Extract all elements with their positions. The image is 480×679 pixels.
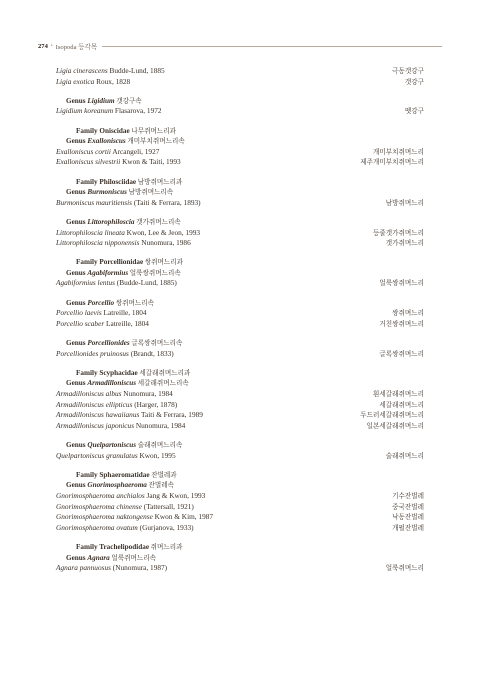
rank-label: Family xyxy=(76,470,100,479)
species-entry xyxy=(56,523,194,534)
species-korean-name: 일본세갈래쥐며느리 xyxy=(366,422,424,430)
species-row xyxy=(56,66,424,77)
species-korean-name: 개미부치쥐며느리 xyxy=(373,148,424,156)
taxon-name: Porcellio xyxy=(87,298,115,307)
taxon-name: Ligidium xyxy=(87,96,115,105)
species-korean-name: 중국잔벌레 xyxy=(392,503,424,511)
species-row xyxy=(56,238,424,249)
korean-name: 얼룩쥐며느리속 xyxy=(109,554,156,562)
korean-name: 남방쥐며느리속 xyxy=(126,189,174,197)
korean-name: 얼룩쌍쥐며느리속 xyxy=(128,269,181,277)
rank-label: Genus xyxy=(66,379,88,388)
species-korean-name: 뗏강구 xyxy=(404,108,424,116)
family-heading xyxy=(56,470,424,481)
korean-name: 나무쥐며느리과 xyxy=(129,127,176,135)
species-row xyxy=(56,147,424,158)
korean-name: 잔벌레과 xyxy=(149,471,177,479)
genus-heading xyxy=(56,298,424,309)
species-name: Armadilloniscus hawaiianus xyxy=(56,410,140,420)
genus-heading xyxy=(56,268,424,279)
species-row xyxy=(56,410,424,421)
species-row xyxy=(56,451,424,462)
species-authority: Kwon & Kim, 1987 xyxy=(152,512,214,522)
species-authority: (Nunomura, 1987) xyxy=(110,563,168,573)
genus-heading xyxy=(56,136,424,147)
rank-label: Family xyxy=(76,542,100,551)
taxon-name: Exalloniscus xyxy=(87,137,126,146)
korean-name: 남방쥐며느리과 xyxy=(136,178,183,186)
species-name: Burmoniscus mauritiensis xyxy=(56,197,133,207)
rank-label: Genus xyxy=(66,298,88,307)
species-authority: Arcangeli, 1927 xyxy=(110,146,160,156)
genus-heading xyxy=(56,440,424,451)
family-heading xyxy=(56,126,424,137)
genus-heading xyxy=(56,187,424,198)
species-row xyxy=(56,491,424,502)
species-name: Porcellio laevis xyxy=(56,308,102,318)
species-entry xyxy=(56,502,194,513)
rank-label: Genus xyxy=(66,440,88,449)
species-korean-name: 등줄갯가쥐며느리 xyxy=(373,229,424,237)
taxon-name: Sphaeromatidae xyxy=(99,470,150,479)
korean-name: 글록쌍쥐며느리속 xyxy=(129,340,183,348)
species-entry xyxy=(56,512,213,523)
species-name: Armadilloniscus japonicus xyxy=(56,420,135,430)
family-heading xyxy=(56,542,424,553)
rank-label: Family xyxy=(76,258,100,267)
species-name: Exalloniscus cortii xyxy=(56,146,111,156)
taxon-name: Littorophiloscia xyxy=(87,217,135,226)
korean-name: 잔벌레속 xyxy=(146,482,175,490)
korean-name: 쥐며느리과 xyxy=(149,543,183,551)
species-row xyxy=(56,502,424,513)
rank-label: Family xyxy=(76,368,100,377)
species-row xyxy=(56,228,424,239)
species-entry xyxy=(56,66,165,77)
species-korean-name: 개펄잔벌레 xyxy=(392,524,424,532)
species-korean-name: 극동갯강구 xyxy=(392,68,424,75)
family-heading xyxy=(56,177,424,188)
species-korean-name: 술래쥐며느리 xyxy=(385,452,424,460)
taxon-name: Burmoniscus xyxy=(87,188,127,197)
taxon-name: Trachelipodidae xyxy=(99,542,150,551)
species-authority: Nunomura, 1984 xyxy=(121,389,173,398)
taxon-block xyxy=(56,96,424,117)
rank-label: Genus xyxy=(66,339,88,348)
page-header xyxy=(38,39,442,53)
species-name: Gnorimosphaeroma chinense xyxy=(56,501,142,511)
species-korean-name: 제주개미부치쥐며느리 xyxy=(360,159,424,167)
species-korean-name: 얼룩쌍쥐며느리 xyxy=(379,280,424,288)
taxon-block xyxy=(56,470,424,534)
species-authority: (Brandt, 1833) xyxy=(128,348,174,358)
species-row xyxy=(56,278,424,289)
species-name: Agabiformius lentus xyxy=(56,278,115,288)
species-row xyxy=(56,563,424,574)
species-authority: (Gurjanova, 1933) xyxy=(137,522,194,532)
species-entry xyxy=(56,278,177,289)
species-entry xyxy=(56,157,181,168)
species-authority: Nunomura, 1984 xyxy=(134,420,186,430)
page-number: 274 xyxy=(38,42,48,50)
species-entry xyxy=(56,491,205,502)
family-heading xyxy=(56,257,424,268)
species-row xyxy=(56,198,424,209)
species-korean-name: 세갈래쥐며느리 xyxy=(379,401,424,409)
korean-name: 갯가쥐며느리속 xyxy=(134,218,181,226)
species-entry xyxy=(56,319,149,330)
rank-label: Genus xyxy=(66,188,88,197)
species-korean-name: 글록쌍쥐며느리 xyxy=(379,350,424,358)
species-authority: (Harger, 1878) xyxy=(132,399,178,409)
species-entry xyxy=(56,451,176,462)
species-row xyxy=(56,319,424,330)
species-name: Agnara pannuosus xyxy=(56,563,111,573)
korean-name: 세갈래쥐며느리과 xyxy=(137,369,191,377)
taxon-block xyxy=(56,257,424,289)
species-authority: Roux, 1828 xyxy=(94,76,131,86)
species-authority: Taiti & Ferrara, 1989 xyxy=(139,410,203,420)
species-name: Littorophiloscia lineata xyxy=(56,227,125,237)
species-authority: (Budde-Lund, 1885) xyxy=(114,278,177,288)
species-entry xyxy=(56,563,167,574)
species-name: Armadilloniscus ellipticus xyxy=(56,399,133,409)
genus-heading xyxy=(56,378,424,389)
species-row xyxy=(56,308,424,319)
taxon-name: Porcellionidae xyxy=(99,258,144,267)
rank-label: Genus xyxy=(66,137,88,146)
taxon-list xyxy=(56,66,424,574)
species-name: Gnorimosphaeroma anchialos xyxy=(56,490,145,500)
rank-label: Genus xyxy=(66,268,88,277)
species-korean-name: 흰세갈래쥐며느리 xyxy=(373,391,424,398)
species-korean-name: 기수잔벌레 xyxy=(392,492,424,500)
taxon-block xyxy=(56,440,424,461)
taxon-block xyxy=(56,217,424,249)
species-authority: Budde-Lund, 1885 xyxy=(107,66,165,75)
species-name: Gnorimosphaeroma ovatum xyxy=(56,522,138,532)
species-row xyxy=(56,77,424,88)
taxon-block xyxy=(56,368,424,432)
taxon-name: Oniscidae xyxy=(99,126,130,135)
taxon-name: Porcellionides xyxy=(87,339,130,348)
taxon-name: Agabiformius xyxy=(87,268,129,277)
taxon-name: Gnorimosphaeroma xyxy=(87,481,147,490)
species-row xyxy=(56,400,424,411)
korean-name: 쌍쥐며느리속 xyxy=(114,299,154,307)
taxon-name: Agnara xyxy=(87,553,110,562)
header-bullet: • xyxy=(50,43,53,49)
species-authority: Flasarova, 1972 xyxy=(113,106,162,116)
species-name: Quelpartoniscus granulatus xyxy=(56,450,138,460)
header-rule xyxy=(102,46,442,47)
korean-name: 세갈래쥐며느리속 xyxy=(136,380,189,388)
species-name: Ligia exotica xyxy=(56,76,95,86)
rank-label: Genus xyxy=(66,96,88,105)
taxon-name: Quelpartoniscus xyxy=(87,440,137,449)
species-authority: (Tattersall, 1921) xyxy=(141,501,194,511)
family-heading xyxy=(56,368,424,379)
species-name: Ligia cinerascens xyxy=(56,66,108,75)
taxon-block xyxy=(56,126,424,168)
species-name: Ligidium koreanum xyxy=(56,106,114,116)
species-korean-name: 갯가쥐며느리 xyxy=(385,240,424,248)
species-authority: Jang & Kwon, 1993 xyxy=(144,490,206,500)
genus-heading xyxy=(56,338,424,349)
rank-label: Genus xyxy=(66,553,88,562)
running-title: Isopoda 등각목 xyxy=(55,44,98,51)
species-authority: Kwon & Taiti, 1993 xyxy=(120,157,181,167)
species-row xyxy=(56,523,424,534)
taxon-block xyxy=(56,338,424,359)
species-entry xyxy=(56,77,130,88)
species-name: Armadilloniscus albus xyxy=(56,389,122,398)
species-entry xyxy=(56,349,174,360)
rank-label: Family xyxy=(76,126,100,135)
species-entry xyxy=(56,400,177,411)
korean-name: 술래쥐며느리속 xyxy=(136,441,183,449)
species-row xyxy=(56,389,424,400)
taxon-block xyxy=(56,177,424,209)
species-row xyxy=(56,106,424,117)
rank-label: Genus xyxy=(66,481,88,490)
taxon-block xyxy=(56,542,424,574)
species-entry xyxy=(56,308,147,319)
korean-name: 개미부치쥐며느리속 xyxy=(125,138,185,146)
genus-heading xyxy=(56,217,424,228)
species-row xyxy=(56,421,424,432)
species-korean-name: 낙동잔벌레 xyxy=(392,514,424,522)
korean-name: 쌍쥐며느리과 xyxy=(143,259,184,267)
species-korean-name: 남방쥐며느리 xyxy=(385,199,424,207)
species-entry xyxy=(56,389,173,400)
genus-heading xyxy=(56,480,424,491)
species-korean-name: 두드러세갈래쥐며느리 xyxy=(360,412,424,420)
taxon-name: Armadilloniscus xyxy=(87,379,137,388)
korean-name: 갯강구속 xyxy=(114,97,142,105)
species-entry xyxy=(56,421,185,432)
species-entry xyxy=(56,238,191,249)
species-entry xyxy=(56,198,201,209)
species-name: Porcellio scaber xyxy=(56,318,105,328)
species-authority: Nunomura, 1986 xyxy=(139,238,191,248)
species-korean-name: 거친쌍쥐며느리 xyxy=(379,320,424,328)
species-authority: Latreille, 1804 xyxy=(101,308,147,318)
genus-heading xyxy=(56,553,424,564)
taxon-name: Scyphacidae xyxy=(99,368,138,377)
species-korean-name: 얼룩쥐며느리 xyxy=(385,565,424,573)
species-entry xyxy=(56,410,203,421)
species-name: Littorophiloscia nipponensis xyxy=(56,238,140,248)
species-name: Exalloniscus silvestrii xyxy=(56,157,121,167)
species-korean-name: 갯강구 xyxy=(404,78,424,86)
species-row xyxy=(56,512,424,523)
species-authority: Kwon, Lee & Jeon, 1993 xyxy=(124,227,201,237)
species-authority: (Taiti & Ferrara, 1893) xyxy=(132,197,201,207)
species-row xyxy=(56,349,424,360)
genus-heading xyxy=(56,96,424,107)
species-entry xyxy=(56,228,200,239)
taxon-block xyxy=(56,298,424,330)
taxon-name: Philosciidae xyxy=(99,177,137,186)
species-korean-name: 쌍쥐며느리 xyxy=(392,310,424,318)
rank-label: Family xyxy=(76,177,100,186)
taxon-block xyxy=(56,66,424,87)
species-name: Gnorimosphaeroma naktongense xyxy=(56,512,153,522)
species-name: Porcellionides pruinosus xyxy=(56,348,129,358)
species-authority: Kwon, 1995 xyxy=(137,450,176,460)
species-authority: Latreille, 1804 xyxy=(104,318,149,328)
species-row xyxy=(56,157,424,168)
species-entry xyxy=(56,147,159,158)
rank-label: Genus xyxy=(66,217,88,226)
species-entry xyxy=(56,106,162,117)
